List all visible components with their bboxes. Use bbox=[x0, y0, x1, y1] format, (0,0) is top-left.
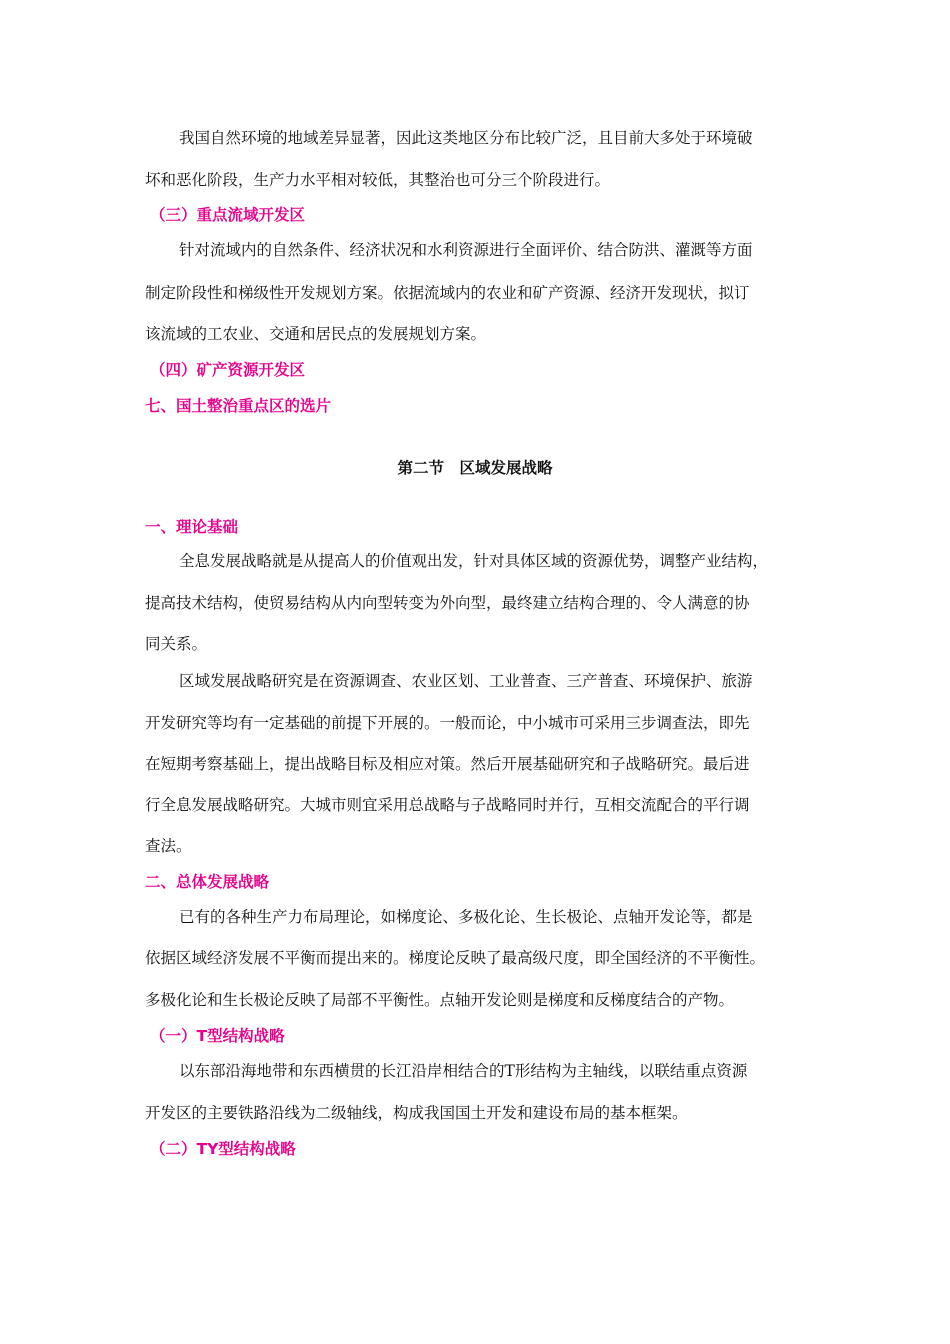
paragraph-line: 制定阶段性和梯级性开发规划方案。依据流域内的农业和矿产资源、经济开发现状，拟订 bbox=[145, 284, 750, 302]
subheading: （二）TY型结构战略 bbox=[150, 1140, 296, 1158]
paragraph-line: 行全息发展战略研究。大城市则宜采用总战略与子战略同时并行，互相交流配合的平行调 bbox=[145, 796, 750, 814]
paragraph-line: 我国自然环境的地域差异显著，因此这类地区分布比较广泛，且目前大多处于环境破 bbox=[179, 129, 753, 147]
heading: 一、理论基础 bbox=[145, 518, 239, 536]
paragraph-line: 针对流域内的自然条件、经济状况和水利资源进行全面评价、结合防洪、灌溉等方面 bbox=[179, 241, 753, 259]
paragraph-line: 提高技术结构，使贸易结构从内向型转变为外向型，最终建立结构合理的、令人满意的协 bbox=[145, 594, 750, 612]
paragraph-line: 该流域的工农业、交通和居民点的发展规划方案。 bbox=[145, 325, 487, 343]
paragraph-line: 区域发展战略研究是在资源调查、农业区划、工业普查、三产普查、环境保护、旅游 bbox=[179, 672, 753, 690]
paragraph-line: 已有的各种生产力布局理论，如梯度论、多极化论、生长极论、点轴开发论等，都是 bbox=[179, 908, 753, 926]
paragraph-line: 坏和恶化阶段，生产力水平相对较低，其整治也可分三个阶段进行。 bbox=[145, 171, 611, 189]
subheading: （一）T型结构战略 bbox=[150, 1027, 285, 1045]
subheading: （三）重点流域开发区 bbox=[150, 206, 306, 224]
paragraph-line: 以东部沿海地带和东西横贯的长江沿岸相结合的T形结构为主轴线，以联结重点资源 bbox=[179, 1062, 748, 1080]
paragraph-line: 依据区域经济发展不平衡而提出来的。梯度论反映了最高级尺度，即全国经济的不平衡性。 bbox=[145, 949, 766, 967]
paragraph-line: 同关系。 bbox=[145, 635, 208, 653]
paragraph-line: 在短期考察基础上，提出战略目标及相应对策。然后开展基础研究和子战略研究。最后进 bbox=[145, 755, 750, 773]
section-title: 第二节 区域发展战略 bbox=[397, 459, 553, 477]
heading: 二、总体发展战略 bbox=[145, 873, 270, 891]
heading: 七、国土整治重点区的选片 bbox=[145, 397, 332, 415]
paragraph-line: 开发研究等均有一定基础的前提下开展的。一般而论，中小城市可采用三步调查法，即先 bbox=[145, 714, 750, 732]
paragraph-line: 多极化论和生长极论反映了局部不平衡性。点轴开发论则是梯度和反梯度结合的产物。 bbox=[145, 991, 735, 1009]
paragraph-line: 全息发展战略就是从提高人的价值观出发，针对具体区域的资源优势，调整产业结构， bbox=[179, 552, 769, 570]
subheading: （四）矿产资源开发区 bbox=[150, 361, 306, 379]
paragraph-line: 开发区的主要铁路沿线为二级轴线，构成我国国土开发和建设布局的基本框架。 bbox=[145, 1104, 688, 1122]
paragraph-line: 查法。 bbox=[145, 837, 192, 855]
